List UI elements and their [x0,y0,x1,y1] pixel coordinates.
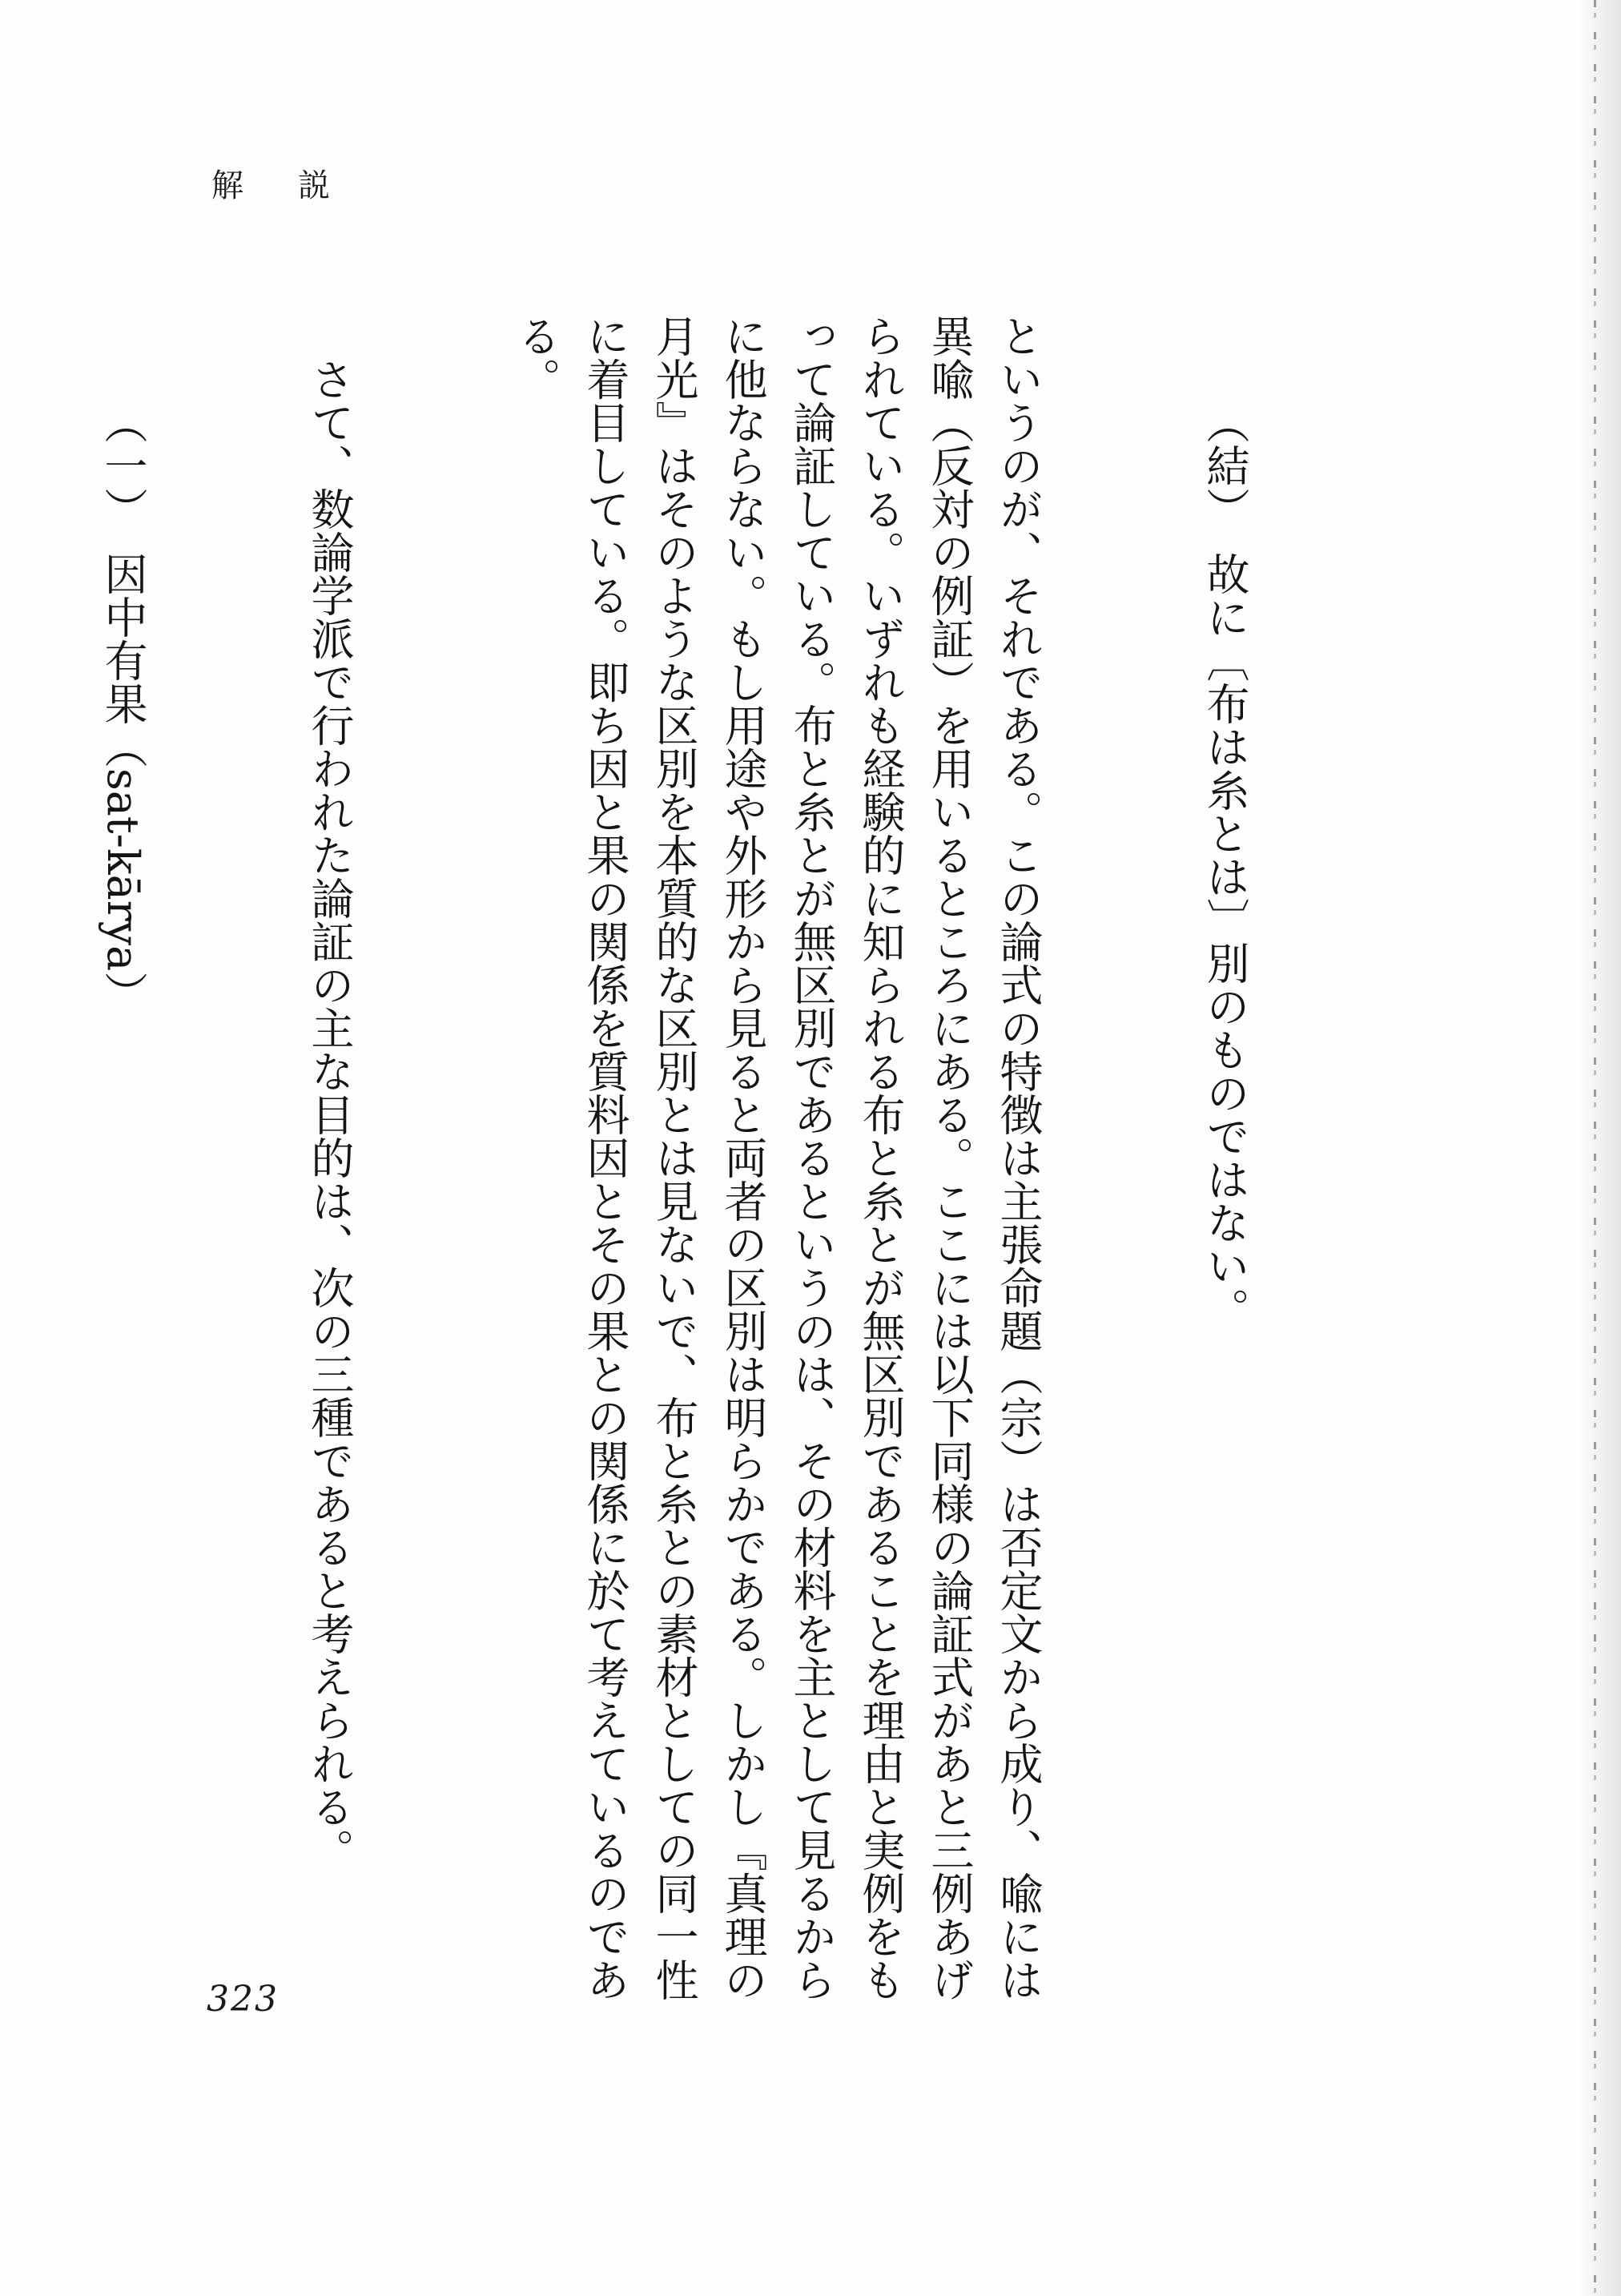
running-head: 解 説 [211,167,341,204]
list-item-1: （一） 因中有果（sat-kārya） [98,401,148,1015]
body-text [0,314,1397,2020]
paragraph-conclusion: （結） 故に〔布は糸とは〕別のものではない。 [1200,401,1250,1331]
binding-gutter [1576,0,1621,2296]
page-number: 323 [207,1979,279,2020]
binding-edge-line [1594,0,1596,2296]
paragraph-intro-three-aims: さて、数論学派で行われた論証の主な目的は、次の三種であると考えられる。 [304,357,355,1871]
paragraph-explanation: というのが、それである。この論式の特徴は主張命題（宗）は否定文から成り、喩には異喩（反対の例証）を用いるところにある。ここには以下同様の論証式があと三例あげられている。いずれも経験的に知られる布と糸とが無区別であることを理由と実例をもって論証している。布と糸とが無区別であるというのは、その材料を主として見るからに他ならない。もし用途や外形から見ると両者の区別は明らかである。しかし『真理の月光』はそのような区別を本質的な区別とは見ないで、布と糸との素材としての同一性に着目している。即ち因と果の関係を質料因とその果との関係に於て考えているのである。 [511,314,1044,2001]
